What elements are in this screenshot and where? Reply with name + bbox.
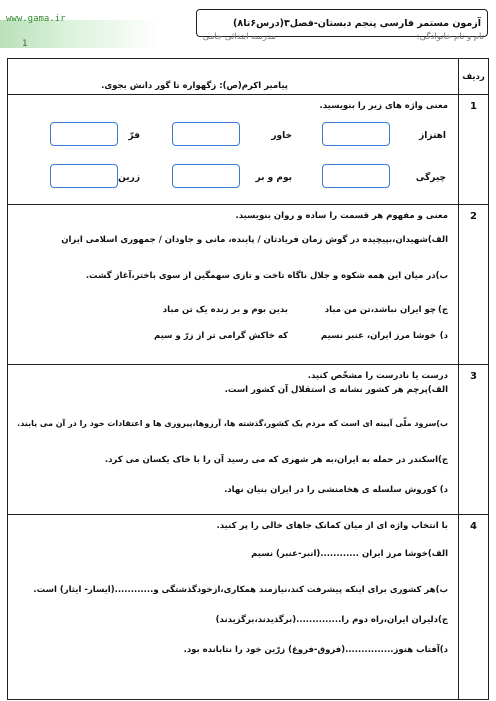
row-header [459,59,489,95]
q2-item-d-line1: خوشا مرز ایران، عنبر نسیم [320,331,436,341]
q3-prompt: درست یا نادرست را مشخّص کنید. [307,371,448,381]
q3-item-c: ج)اسکندر در حمله به ایران،به هر شهری که می رسید آن را با خاک یکسان می کرد. [104,455,448,465]
q1-answer-field[interactable] [322,164,390,188]
q2-item-c-line1: چو ایران نباشد،تن من مباد [324,305,436,315]
q3-item-d: د) کوروش سلسله ی هخامنشی را در ایران بنیان نهاد. [224,485,448,495]
question-number-1: 1 [459,95,489,205]
student-name-label: نام و نام خانوادگی: [416,32,484,42]
q1-answer-field[interactable] [172,122,240,146]
q4-prompt: با انتخاب واژه ای از میان کمانک جاهای خالی را پر کنید. [216,521,448,531]
header-subline [0,30,496,48]
q1-word: خاور [271,131,292,141]
q1-answer-field[interactable] [50,122,118,146]
question-number-2: 2 [459,205,489,365]
q1-word: اهتزاز [419,131,446,141]
question-number-4: 4 [459,515,489,700]
q2-item-d-line2: که خاکش گرامی تر از زرّ و سیم [154,331,288,341]
exam-title: آزمون مستمر فارسی پنجم دبستان-فصل۳(درس۶تا۸) [233,17,481,29]
question-table [7,58,489,700]
q2-prompt: معنی و مفهوم هر قسمت را ساده و روان بنویسید. [235,211,448,221]
question-number-3: 3 [459,365,489,515]
page-number: 1 [22,39,28,49]
q3-item-b: ب)سرود ملّی آیینه ای است که مردم یک کشور،گذشته ها، آرزوها،پیروزی ها و اعتقادات خود را در آن می یابند. [17,419,448,428]
q1-answer-field[interactable] [172,164,240,188]
site-watermark: www.gama.ir [6,14,66,24]
q4-item-b: ب)هر کشوری برای اینکه پیشرفت کند،نیازمند همکاری،ازخودگذشتگی و............(ایسار- ایثار) است. [33,585,448,595]
q2-item-a: الف)شهیدان،بپیچیده در گوش زمان فریادتان / پاینده، مانی و جاودان / جمهوری اسلامی ایران [61,235,448,245]
q1-answer-field[interactable] [322,122,390,146]
q1-word: چیرگی [415,173,446,183]
q1-word: بوم و بر [255,173,292,183]
school-name: مدرسه ابتدائی جامی [202,32,276,42]
q2-item-d-prefix: د) [439,331,448,341]
q4-item-d: د)آفتاب هنوز...............(فروق-فروغ) زرّین خود را نتابانده بود. [183,645,448,655]
hadith-banner: پیامبر اکرم(ص): زگهواره تا گور دانش بجوی. [101,81,288,91]
q4-item-a: الف)خوشا مرز ایران ............(انبر-عنبر) نسیم [251,549,448,559]
question-2 [8,205,459,365]
q1-prompt: معنی واژه های زیر را بنویسید. [319,101,448,111]
q1-word: زرین [118,173,140,183]
q4-item-c: ج)دلیران ایران،راه دوم را..............(برگذیدند،برگزیدند) [215,615,448,625]
question-3 [8,365,459,515]
q3-item-a: الف)پرچم هر کشور نشانه ی استقلال آن کشور است. [224,385,448,395]
q1-answer-field[interactable] [50,164,118,188]
q1-word: فرّ [128,131,140,141]
question-4 [8,515,459,700]
row-column-label: ردیف [462,72,485,82]
q2-item-c-line2: بدین بوم و بر زنده یک تن مباد [162,305,288,315]
banner-cell [8,59,459,95]
q2-item-c-prefix: ج) [437,305,448,315]
question-1 [8,95,459,205]
q2-item-b: ب)در میان این همه شکوه و جلال ناگاه تاخت و تازی سهمگین از سوی باختر،آغاز گشت. [85,271,448,281]
